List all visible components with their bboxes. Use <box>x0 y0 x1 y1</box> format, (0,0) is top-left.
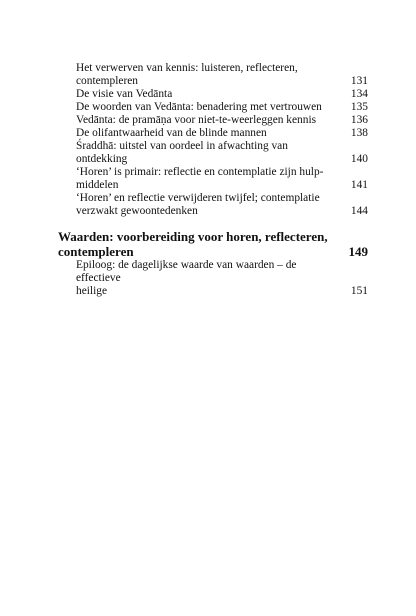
toc-entry-title-line: middelen <box>76 179 119 191</box>
toc-entry-title-line: ‘Horen’ is primair: reflectie en contemplatie zijn hulp- <box>76 166 324 178</box>
toc-entry <box>58 140 368 166</box>
toc-entry-page-number: 141 <box>350 179 368 191</box>
toc-entry <box>58 114 368 127</box>
table-of-contents <box>58 62 368 298</box>
toc-entry <box>58 62 368 88</box>
toc-entry-title-line: Het verwerven van kennis: luisteren, reflecteren, <box>76 62 298 74</box>
toc-entry-title-line: Śraddhā: uitstel van oordeel in afwachting van ontdekking <box>76 140 288 165</box>
toc-entry-title-line: Vedānta: de pramāṇa voor niet-te-weerleggen kennis <box>76 114 317 126</box>
toc-entry-title-line: Waarden: voorbereiding voor horen, reflecteren, <box>58 229 328 244</box>
toc-entry-title <box>76 166 351 192</box>
toc-entry-title-line: De woorden van Vedānta: benadering met vertrouwen <box>76 101 322 113</box>
toc-entry <box>58 192 368 218</box>
toc-entry-title-line: De visie van Vedānta <box>76 88 173 100</box>
toc-entry <box>58 166 368 192</box>
toc-entry <box>58 88 368 101</box>
toc-entry-title-line: De olifantwaarheid van de blinde mannen <box>76 127 267 139</box>
toc-entry-title-line: contempleren <box>58 244 134 259</box>
toc-entry <box>58 259 368 298</box>
toc-entry-title <box>76 140 351 166</box>
toc-entry-page-number: 144 <box>350 205 368 217</box>
toc-entry-title <box>76 114 351 127</box>
toc-entry-title-line: heilige <box>76 285 107 297</box>
toc-entry-title <box>76 88 351 101</box>
toc-entry <box>58 101 368 114</box>
toc-entry-title-line: ‘Horen’ en reflectie verwijderen twijfel; contemplatie <box>76 192 320 204</box>
toc-entry-page-number: 135 <box>350 101 368 113</box>
toc-entry-title <box>76 192 351 218</box>
toc-entry-page-number: 136 <box>350 114 368 126</box>
toc-entry-title <box>76 101 351 114</box>
toc-entry-title-line: contempleren <box>76 75 138 87</box>
toc-section-heading <box>58 229 368 259</box>
toc-entry-title-line: Epiloog: de dagelijkse waarde van waarden – de effectieve <box>76 259 297 284</box>
toc-entry-page-number: 134 <box>350 88 368 100</box>
toc-entry-title <box>58 229 349 259</box>
toc-entry-page-number: 140 <box>350 153 368 165</box>
toc-entry-page-number: 131 <box>350 75 368 87</box>
toc-entry-title-line: verzwakt gewoontedenken <box>76 205 198 217</box>
toc-entry-page-number: 149 <box>348 244 368 259</box>
toc-entry-page-number: 138 <box>350 127 368 139</box>
toc-entry <box>58 127 368 140</box>
toc-entry-title <box>76 127 351 140</box>
toc-entry-title <box>76 62 351 88</box>
toc-entry-title <box>76 259 351 298</box>
toc-entry-page-number: 151 <box>350 285 368 297</box>
